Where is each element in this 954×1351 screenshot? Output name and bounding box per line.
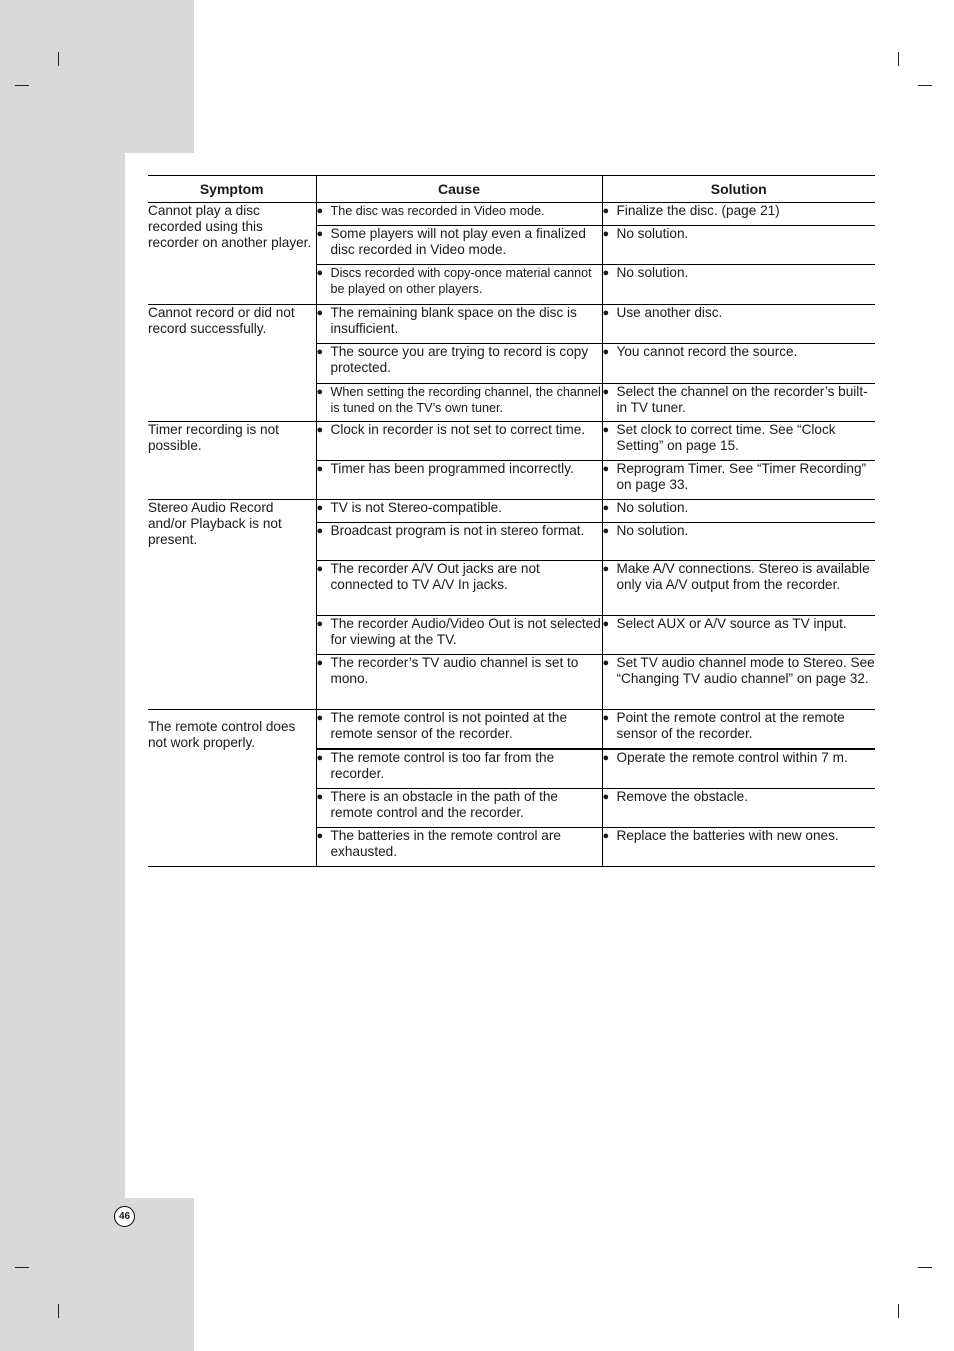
cause-cell <box>316 710 602 749</box>
solution-text: Set clock to correct time. See “Clock Setting” on page 15. <box>616 422 836 453</box>
solution-text: Reprogram Timer. See “Timer Recording” on page 33. <box>616 461 867 492</box>
troubleshooting-table <box>148 175 875 867</box>
cause-cell <box>316 422 602 461</box>
bullet-icon: ● <box>602 525 610 537</box>
bullet-icon: ● <box>316 386 324 398</box>
cause-cell <box>316 655 602 710</box>
page-number: 46 <box>114 1206 135 1227</box>
symptom-cell: Cannot record or did not record successfully. <box>148 305 316 422</box>
cause-text: When setting the recording channel, the channel is tuned on the TV’s own tuner. <box>330 385 601 415</box>
cause-text: The remote control is not pointed at the remote sensor of the recorder. <box>330 710 568 741</box>
table-row <box>148 203 875 226</box>
cause-text: The source you are trying to record is copy protected. <box>330 344 589 375</box>
bullet-icon: ● <box>602 502 610 514</box>
cause-cell <box>316 523 602 561</box>
cause-cell <box>316 226 602 265</box>
solution-cell <box>602 500 875 523</box>
bullet-icon: ● <box>602 751 610 764</box>
cause-cell <box>316 203 602 226</box>
bullet-icon: ● <box>316 267 324 279</box>
bullet-icon: ● <box>602 618 610 630</box>
bullet-icon: ● <box>316 525 324 537</box>
cause-cell <box>316 305 602 344</box>
cause-text: Some players will not play even a finalized disc recorded in Video mode. <box>330 226 586 257</box>
bullet-icon: ● <box>602 386 610 398</box>
bullet-icon: ● <box>316 424 324 436</box>
bullet-icon: ● <box>602 267 610 279</box>
bullet-icon: ● <box>316 657 324 669</box>
symptom-cell: Timer recording is not possible. <box>148 422 316 500</box>
bullet-icon: ● <box>602 346 610 358</box>
solution-cell <box>602 203 875 226</box>
bullet-icon: ● <box>602 205 610 217</box>
cause-text: TV is not Stereo-compatible. <box>330 500 503 515</box>
solution-cell <box>602 344 875 384</box>
solution-text: Finalize the disc. (page 21) <box>616 203 780 218</box>
crop-mark <box>15 85 29 86</box>
table-row <box>148 710 875 749</box>
solution-text: No solution. <box>616 226 689 241</box>
solution-text: Point the remote control at the remote sensor of the recorder. <box>616 710 845 741</box>
cause-text: Broadcast program is not in stereo format. <box>330 523 585 538</box>
solution-cell <box>602 226 875 265</box>
solution-cell <box>602 655 875 710</box>
solution-cell <box>602 422 875 461</box>
bullet-icon: ● <box>602 307 610 319</box>
solution-cell <box>602 523 875 561</box>
table-row <box>148 500 875 523</box>
bullet-icon: ● <box>316 346 324 358</box>
solution-text: Set TV audio channel mode to Stereo. See “Changing TV audio channel” on page 32. <box>616 655 875 686</box>
cause-cell <box>316 384 602 422</box>
bullet-icon: ● <box>316 502 324 514</box>
side-band-middle <box>0 153 125 1198</box>
solution-cell <box>602 710 875 749</box>
cause-text: The recorder Audio/Video Out is not selected for viewing at the TV. <box>330 616 601 647</box>
cause-text: The remaining blank space on the disc is insufficient. <box>330 305 577 336</box>
bullet-icon: ● <box>602 830 610 842</box>
bullet-icon: ● <box>316 205 324 217</box>
cause-text: Timer has been programmed incorrectly. <box>330 461 574 476</box>
cause-cell <box>316 265 602 305</box>
cause-cell <box>316 749 602 789</box>
bullet-icon: ● <box>316 618 324 630</box>
cause-text: The recorder’s TV audio channel is set to mono. <box>330 655 579 686</box>
side-band-top <box>0 0 194 153</box>
solution-cell <box>602 616 875 655</box>
solution-text: Replace the batteries with new ones. <box>616 828 839 843</box>
symptom-cell: Cannot play a disc recorded using this recorder on another player. <box>148 203 316 305</box>
bullet-icon: ● <box>602 712 610 724</box>
solution-cell <box>602 828 875 867</box>
solution-cell <box>602 265 875 305</box>
crop-mark <box>918 1267 932 1268</box>
crop-mark <box>918 85 932 86</box>
symptom-cell: Stereo Audio Record and/or Playback is not present. <box>148 500 316 710</box>
cause-text: The batteries in the remote control are exhausted. <box>330 828 561 859</box>
side-band-bottom <box>0 1198 194 1351</box>
bullet-icon: ● <box>316 228 324 240</box>
bullet-icon: ● <box>316 751 324 764</box>
cause-cell <box>316 616 602 655</box>
solution-cell <box>602 749 875 789</box>
solution-cell <box>602 384 875 422</box>
bullet-icon: ● <box>316 463 324 475</box>
solution-cell <box>602 561 875 616</box>
bullet-icon: ● <box>316 791 324 803</box>
solution-cell <box>602 305 875 344</box>
solution-text: Make A/V connections. Stereo is available only via A/V output from the recorder. <box>616 561 870 592</box>
bullet-icon: ● <box>602 657 610 669</box>
solution-text: You cannot record the source. <box>616 344 798 359</box>
cause-cell <box>316 500 602 523</box>
cause-text: Clock in recorder is not set to correct time. <box>330 422 586 437</box>
cause-cell <box>316 828 602 867</box>
solution-text: Operate the remote control within 7 m. <box>616 749 848 765</box>
bullet-icon: ● <box>602 463 610 475</box>
cause-text: The recorder A/V Out jacks are not connected to TV A/V In jacks. <box>330 561 540 592</box>
bullet-icon: ● <box>602 563 610 575</box>
bullet-icon: ● <box>316 563 324 575</box>
cause-text: There is an obstacle in the path of the remote control and the recorder. <box>330 789 558 820</box>
table-row <box>148 422 875 461</box>
table-row <box>148 305 875 344</box>
bullet-icon: ● <box>602 791 610 803</box>
solution-text: Use another disc. <box>616 305 723 320</box>
cause-text: The disc was recorded in Video mode. <box>330 204 545 218</box>
cause-text: Discs recorded with copy-once material cannot be played on other players. <box>330 266 592 296</box>
solution-text: Select AUX or A/V source as TV input. <box>616 616 847 631</box>
crop-mark <box>58 1304 59 1318</box>
header-symptom: Symptom <box>148 176 316 203</box>
solution-cell <box>602 789 875 828</box>
header-cause: Cause <box>316 176 602 203</box>
crop-mark <box>898 52 899 66</box>
crop-mark <box>15 1267 29 1268</box>
solution-text: No solution. <box>616 500 689 515</box>
bullet-icon: ● <box>316 712 324 724</box>
bullet-icon: ● <box>602 228 610 240</box>
cause-text: The remote control is too far from the recorder. <box>330 749 555 781</box>
crop-mark <box>898 1304 899 1318</box>
cause-cell <box>316 344 602 384</box>
header-solution: Solution <box>602 176 875 203</box>
bullet-icon: ● <box>316 830 324 842</box>
crop-mark <box>58 52 59 66</box>
bullet-icon: ● <box>602 424 610 436</box>
cause-cell <box>316 561 602 616</box>
solution-cell <box>602 461 875 500</box>
cause-cell <box>316 461 602 500</box>
cause-cell <box>316 789 602 828</box>
table-header-row <box>148 176 875 203</box>
solution-text: No solution. <box>616 265 689 280</box>
solution-text: Select the channel on the recorder’s built-in TV tuner. <box>616 384 868 415</box>
solution-text: No solution. <box>616 523 689 538</box>
bullet-icon: ● <box>316 307 324 319</box>
symptom-cell: The remote control does not work properly. <box>148 710 316 867</box>
solution-text: Remove the obstacle. <box>616 789 748 804</box>
